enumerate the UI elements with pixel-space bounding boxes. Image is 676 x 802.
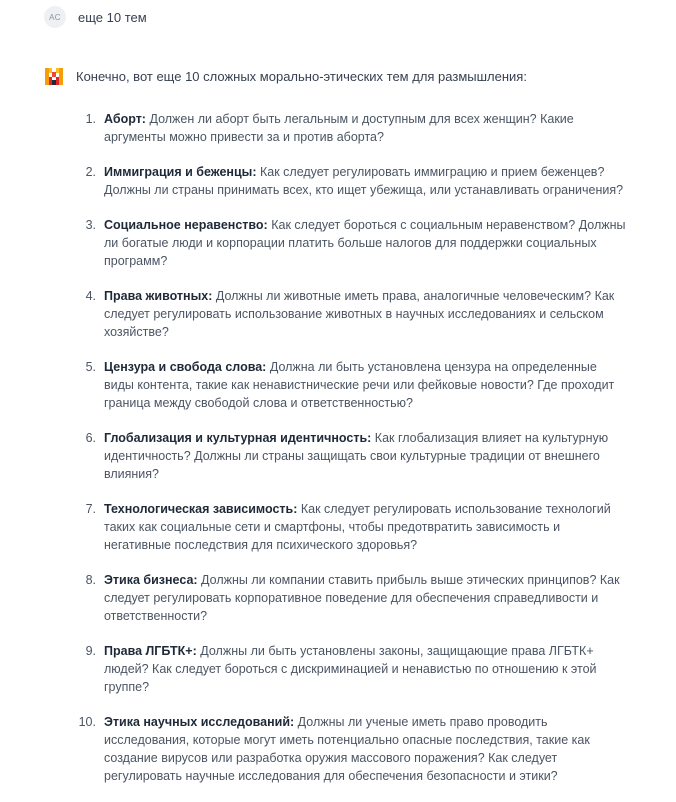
- list-item-text: Как следует регулировать иммиграцию и прием беженцев? Должны ли страны принимать всех, кто ищет убежища, или устанавливать ограничения?: [104, 165, 624, 197]
- list-item-text: Должен ли аборт быть легальным и доступным для всех женщин? Какие аргументы можно привести за и против аборта?: [104, 112, 574, 144]
- list-item-text: Должны ли животные иметь права, аналогичные человеческим? Как следует регулировать использование животных в научных исследованиях и сельском хозяйстве?: [104, 289, 615, 339]
- topic-list: [70, 110, 630, 802]
- list-item-title: Цензура и свобода слова:: [104, 360, 267, 374]
- list-item-title: Права животных:: [104, 289, 213, 303]
- list-item-title: Аборт:: [104, 112, 146, 126]
- list-item-number: 4.: [85, 289, 96, 303]
- list-item-title: Этика бизнеса:: [104, 573, 198, 587]
- list-item-number: 6.: [85, 431, 96, 445]
- list-item: [70, 429, 630, 483]
- list-item-title: Технологическая зависимость:: [104, 502, 298, 516]
- list-item-number: 1.: [85, 112, 96, 126]
- user-avatar: AC: [44, 6, 66, 28]
- assistant-message-header: [44, 66, 527, 86]
- list-item: [70, 571, 630, 625]
- list-item-title: Глобализация и культурная идентичность:: [104, 431, 372, 445]
- list-item: [70, 713, 630, 785]
- list-item: [70, 216, 630, 270]
- list-item-text: Как глобализация влияет на культурную идентичность? Должны ли страны защищать свои культурные традиции от внешнего влияния?: [104, 431, 609, 481]
- list-item: [70, 110, 630, 146]
- list-item-text: Как следует бороться с социальным неравенством? Должны ли богатые люди и корпорации платить больше налогов для поддержки социальных программ?: [104, 218, 626, 268]
- list-item-number: 5.: [85, 360, 96, 374]
- assistant-logo-icon: [44, 66, 64, 86]
- list-item-title: Права ЛГБТК+:: [104, 644, 197, 658]
- list-item-text: Должна ли быть установлена цензура на определенные виды контента, такие как ненавистнические речи или фейковые новости? Где проходит граница между свободой слова и ответственностью?: [104, 360, 615, 410]
- list-item-title: Иммиграция и беженцы:: [104, 165, 257, 179]
- list-item-title: Этика научных исследований:: [104, 715, 295, 729]
- list-item-number: 2.: [85, 165, 96, 179]
- list-item: [70, 500, 630, 554]
- list-item-text: Должны ли ученые иметь право проводить исследования, которые могут иметь потенциально опасные последствия, такие как создание вирусов или разработка оружия массового поражения? Как следует регулировать научные исследования для обеспечения безопасности и этики?: [104, 715, 590, 783]
- list-item-number: 3.: [85, 218, 96, 232]
- list-item: [70, 358, 630, 412]
- list-item: [70, 287, 630, 341]
- list-item-text: Должны ли быть установлены законы, защищающие права ЛГБТК+ людей? Как следует бороться с дискриминацией и ненавистью по отношению к этой группе?: [104, 644, 597, 694]
- list-item: [70, 642, 630, 696]
- list-item: [70, 163, 630, 199]
- list-item-title: Социальное неравенство:: [104, 218, 268, 232]
- list-item-text: Как следует регулировать использование технологий таких как социальные сети и смартфоны, чтобы предотвратить зависимость и негативные последствия для психического здоровья?: [104, 502, 611, 552]
- list-item-number: 9.: [85, 644, 96, 658]
- user-message-row: [44, 6, 147, 28]
- list-item-number: 8.: [85, 573, 96, 587]
- assistant-intro-text: Конечно, вот еще 10 сложных морально-этических тем для размышления:: [76, 68, 527, 84]
- list-item-number: 10.: [78, 715, 96, 729]
- list-item-number: 7.: [85, 502, 96, 516]
- user-message-text: еще 10 тем: [78, 9, 147, 25]
- list-item-text: Должны ли компании ставить прибыль выше этических принципов? Как следует регулировать корпоративное поведение для обеспечения справедливости и ответственности?: [104, 573, 620, 623]
